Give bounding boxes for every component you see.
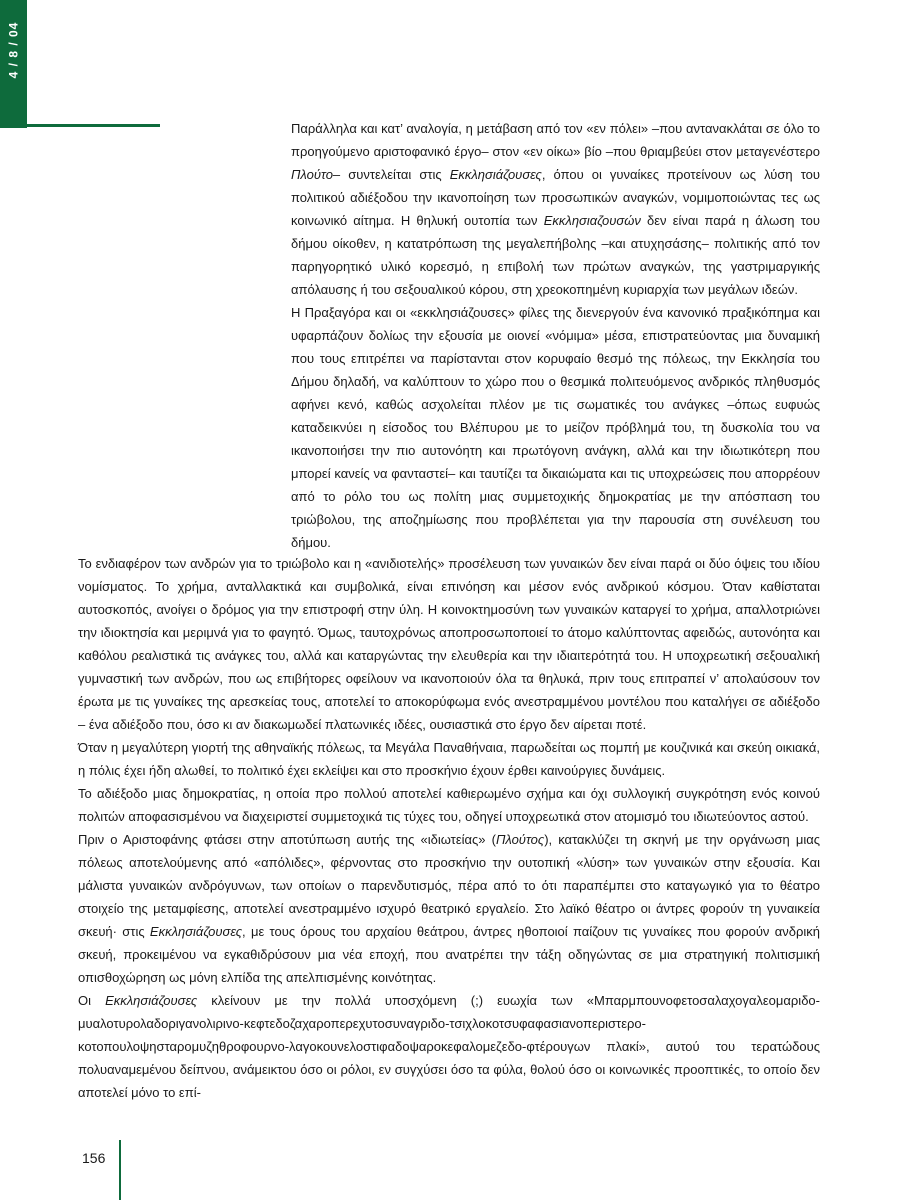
text-run: , με τους όρους του αρχαίου θεάτρου, άντρες ηθοποιοί παίζουν τις γυναίκες που φορούν ανδρική σκευή, προκειμένου να εγκαθιδρύσουν μια νέα εποχή, που ανατρέπει την τάξη οδηγώντας σε μια στρατηγική πολιτισμική οπισθοχώρηση ως μόνη ελπίδα της απελπισμένης κοινότητας. <box>78 924 820 985</box>
text-run: Η Πραξαγόρα και οι «εκκλησιάζουσες» φίλες της διενεργούν ένα κανονικό πραξικόπημα και υφαρπάζουν δολίως την εξουσία με οιονεί «νόμιμα» μέσα, επιστρατεύοντας μια δυναμική που τους επιτρέπει να παρίστανται στον κορυφαίο θεσμό της πόλεως, την Εκκλησία του Δήμου δηλαδή, να καλύπτουν το χώρο που ο θεσμικά πολιτευόμενος ανδρικός πληθυσμός αφήνει κενό, καθώς ασχολείται πλέον με τις σωματικές του ανάγκες –όπως ευφυώς καταδεικνύει η είσοδος του Βλέπυρου με το μείζον πρόβλημά του, τη δυσκολία του να ικανοποιήσει την πιο αυτονόητη και πρωτόγονη ανάγκη, αλλά και την ιδιωτικότερη που μπορεί κανείς να φανταστεί– και ταυτίζει τα δικαιώματα και τις υποχρεώσεις που απορρέουν από το ρόλο του ως πολίτη μιας συμμετοχικής δημοκρατίας με την απόσπαση του τριώβολου, της αποζημίωσης που προβλέπεται για την παρουσία στη συνέλευση του δήμου. <box>291 305 820 550</box>
side-tab-label-wrap <box>0 0 27 100</box>
italic-title: Πλούτος <box>495 832 545 847</box>
italic-title: Εκκλησιάζουσες <box>449 167 542 182</box>
italic-title: Εκκλησιαζουσών <box>543 213 641 228</box>
paragraph <box>78 828 820 989</box>
text-run: ), κατακλύζει τη σκηνή με την οργάνωση μιας πόλεως αποτελούμενης από «απόλιδες», φέρνοντας στο προσκήνιο την ουτοπική «λύση» των γυναικών στην εξουσία. Και μάλιστα γυναικών ανδρόγυνων, των οποίων ο παρενδυτισμός, πέρα από το ότι παραπέμπει στο καταγωγικό για το θέατρο στοιχείο της μεταμφίεσης, αποτελεί ανεστραμμένο ισχυρό θεατρικό εργαλείο. Στο λαϊκό θέατρο οι άντρες φορούν τη γυναικεία σκευή· στις <box>78 832 820 939</box>
wide-column-text <box>78 552 820 1104</box>
paragraph <box>78 989 820 1104</box>
text-run: Παράλληλα και κατ’ αναλογία, η μετάβαση από τον «εν πόλει» –που αντανακλάται σε όλο το προηγούμενο αριστοφανικό έργο– στον «εν οίκω» βίο –που θριαμβεύει στον μεταγενέστερο <box>291 121 820 159</box>
text-run: Το αδιέξοδο μιας δημοκρατίας, η οποία προ πολλού αποτελεί καθιερωμένο σχήμα και όχι συλλογική συγκρότηση ενός κοινού πολιτών αποφασισμένου να διαχειριστεί συμμετοχικά τις τύχες του, οδηγεί υποχρεωτικά στον ατομισμό του ιδιωτεύοντος αστού. <box>78 786 820 824</box>
text-run: – συντελείται στις <box>332 167 450 182</box>
paragraph <box>78 782 820 828</box>
text-run: Πριν ο Αριστοφάνης φτάσει στην αποτύπωση αυτής της «ιδιωτείας» ( <box>78 832 496 847</box>
page-number: 156 <box>82 1150 106 1166</box>
text-run: κλείνουν με την πολλά υποσχόμενη (;) ευωχία των «Μπαρμπουνοφετοσαλαχογαλεομαριδο-μυαλοτυρολαδοριγανολιρινο-κεφτεδοζαχαροπερεχυτοσυναγριδο-τσιχλοκοτσυφαφασιανοπεριστερο-κοτοπουλοψησταρομυζηθροφουρνο-λαγοκουνελοστιφαδοψαροκεφαλομεζεδο-φτέρουγων πλακί», αυτού του τερατώδους πολυαναμεμένου δείπνου, ανάμεικτου όσο οι ρόλοι, εν συγχύσει όσο τα φύλα, θολού όσο οι κοινωνικές προοπτικές, το οποίο δεν αποτελεί μόνο το επί- <box>78 993 820 1100</box>
paragraph <box>291 301 820 554</box>
paragraph <box>78 552 820 736</box>
issue-date: 4 / 8 / 04 <box>6 21 21 79</box>
paragraph <box>78 736 820 782</box>
bottom-green-rule <box>119 1140 121 1200</box>
narrow-column-text <box>291 117 820 554</box>
text-run: δεν είναι παρά η άλωση του δήμου οίκοθεν, η κατατρόπωση της μεγαλεπήβολης –και ατυχησάσης– πολιτικής από τον παρηγορητικό υλικό κορεσμό, η επιβολή των πρώτων αναγκών, της γαστριμαργικής απόλαυσης ή του σεξουαλικού κόρου, στη χρεοκοπημένη κυριαρχία των μεγάλων ιδεών. <box>291 213 820 297</box>
date-side-tab <box>0 0 27 128</box>
text-run: Οι <box>78 993 106 1008</box>
text-run: Το ενδιαφέρον των ανδρών για το τριώβολο και η «ανιδιοτελής» προσέλευση των γυναικών δεν είναι παρά οι δύο όψεις του ιδίου νομίσματος. Το χρήμα, ανταλλακτικά και συμβολικά, είναι επινόηση και μέσον ενός ανδρικού κόσμου. Όταν καθίσταται αυτοσκοπός, ανοίγει ο δρόμος για την επιστροφή στην ύλη. Η κοινοκτημοσύνη των γυναικών καταργεί το χρήμα, απαλλοτριώνει την ιδιοκτησία και μεριμνά για το φαγητό. Όμως, ταυτοχρόνως αποπροσωποποιεί το άτομο καλύπτοντας αφειδώς, αυτονόητα και καθόλου ρεαλιστικά τις ανάγκες του, αλλά και καταργώντας την ελευθερία και την ιδιαιτερότητά του. Η υποχρεωτική σεξουαλική γυμναστική των ανδρών, που ως επιβήτορες οφείλουν να ικανοποιούν όλα τα θηλυκά, πριν τους επιτραπεί ν’ απολαύσουν τον έρωτα με τις γυναίκες της αρεσκείας τους, αποτελεί το αποκορύφωμα ενός ανεστραμμένου μοντέλου που καταλήγει σε αδιέξοδο – ένα αδιέξοδο που, όσο κι αν διακωμωδεί πλατωνικές ιδέες, ουσιαστικά στο έργο δεν αίρεται ποτέ. <box>78 556 820 732</box>
text-run: Όταν η μεγαλύτερη γιορτή της αθηναϊκής πόλεως, τα Μεγάλα Παναθήναια, παρωδείται ως πομπή με κουζινικά και σκεύη οικιακά, η πόλις έχει ήδη αλωθεί, το πολιτικό έχει εκλείψει και στο προσκήνιο έχουν έρθει καινούργιες δυνάμεις. <box>78 740 820 778</box>
italic-title: Εκκλησιάζουσες <box>105 993 198 1008</box>
text-run: , όπου οι γυναίκες προτείνουν ως λύση του πολιτικού αδιέξοδου την ικανοποίηση των προσωπικών αναγκών, νομιμοποιώντας τες ως κοινωνικό αίτημα. Η θηλυκή ουτοπία των <box>291 167 820 228</box>
italic-title: Εκκλησιάζουσες <box>149 924 243 939</box>
paragraph <box>291 117 820 301</box>
italic-title: Πλούτο <box>291 167 333 182</box>
top-green-rule <box>0 124 160 127</box>
